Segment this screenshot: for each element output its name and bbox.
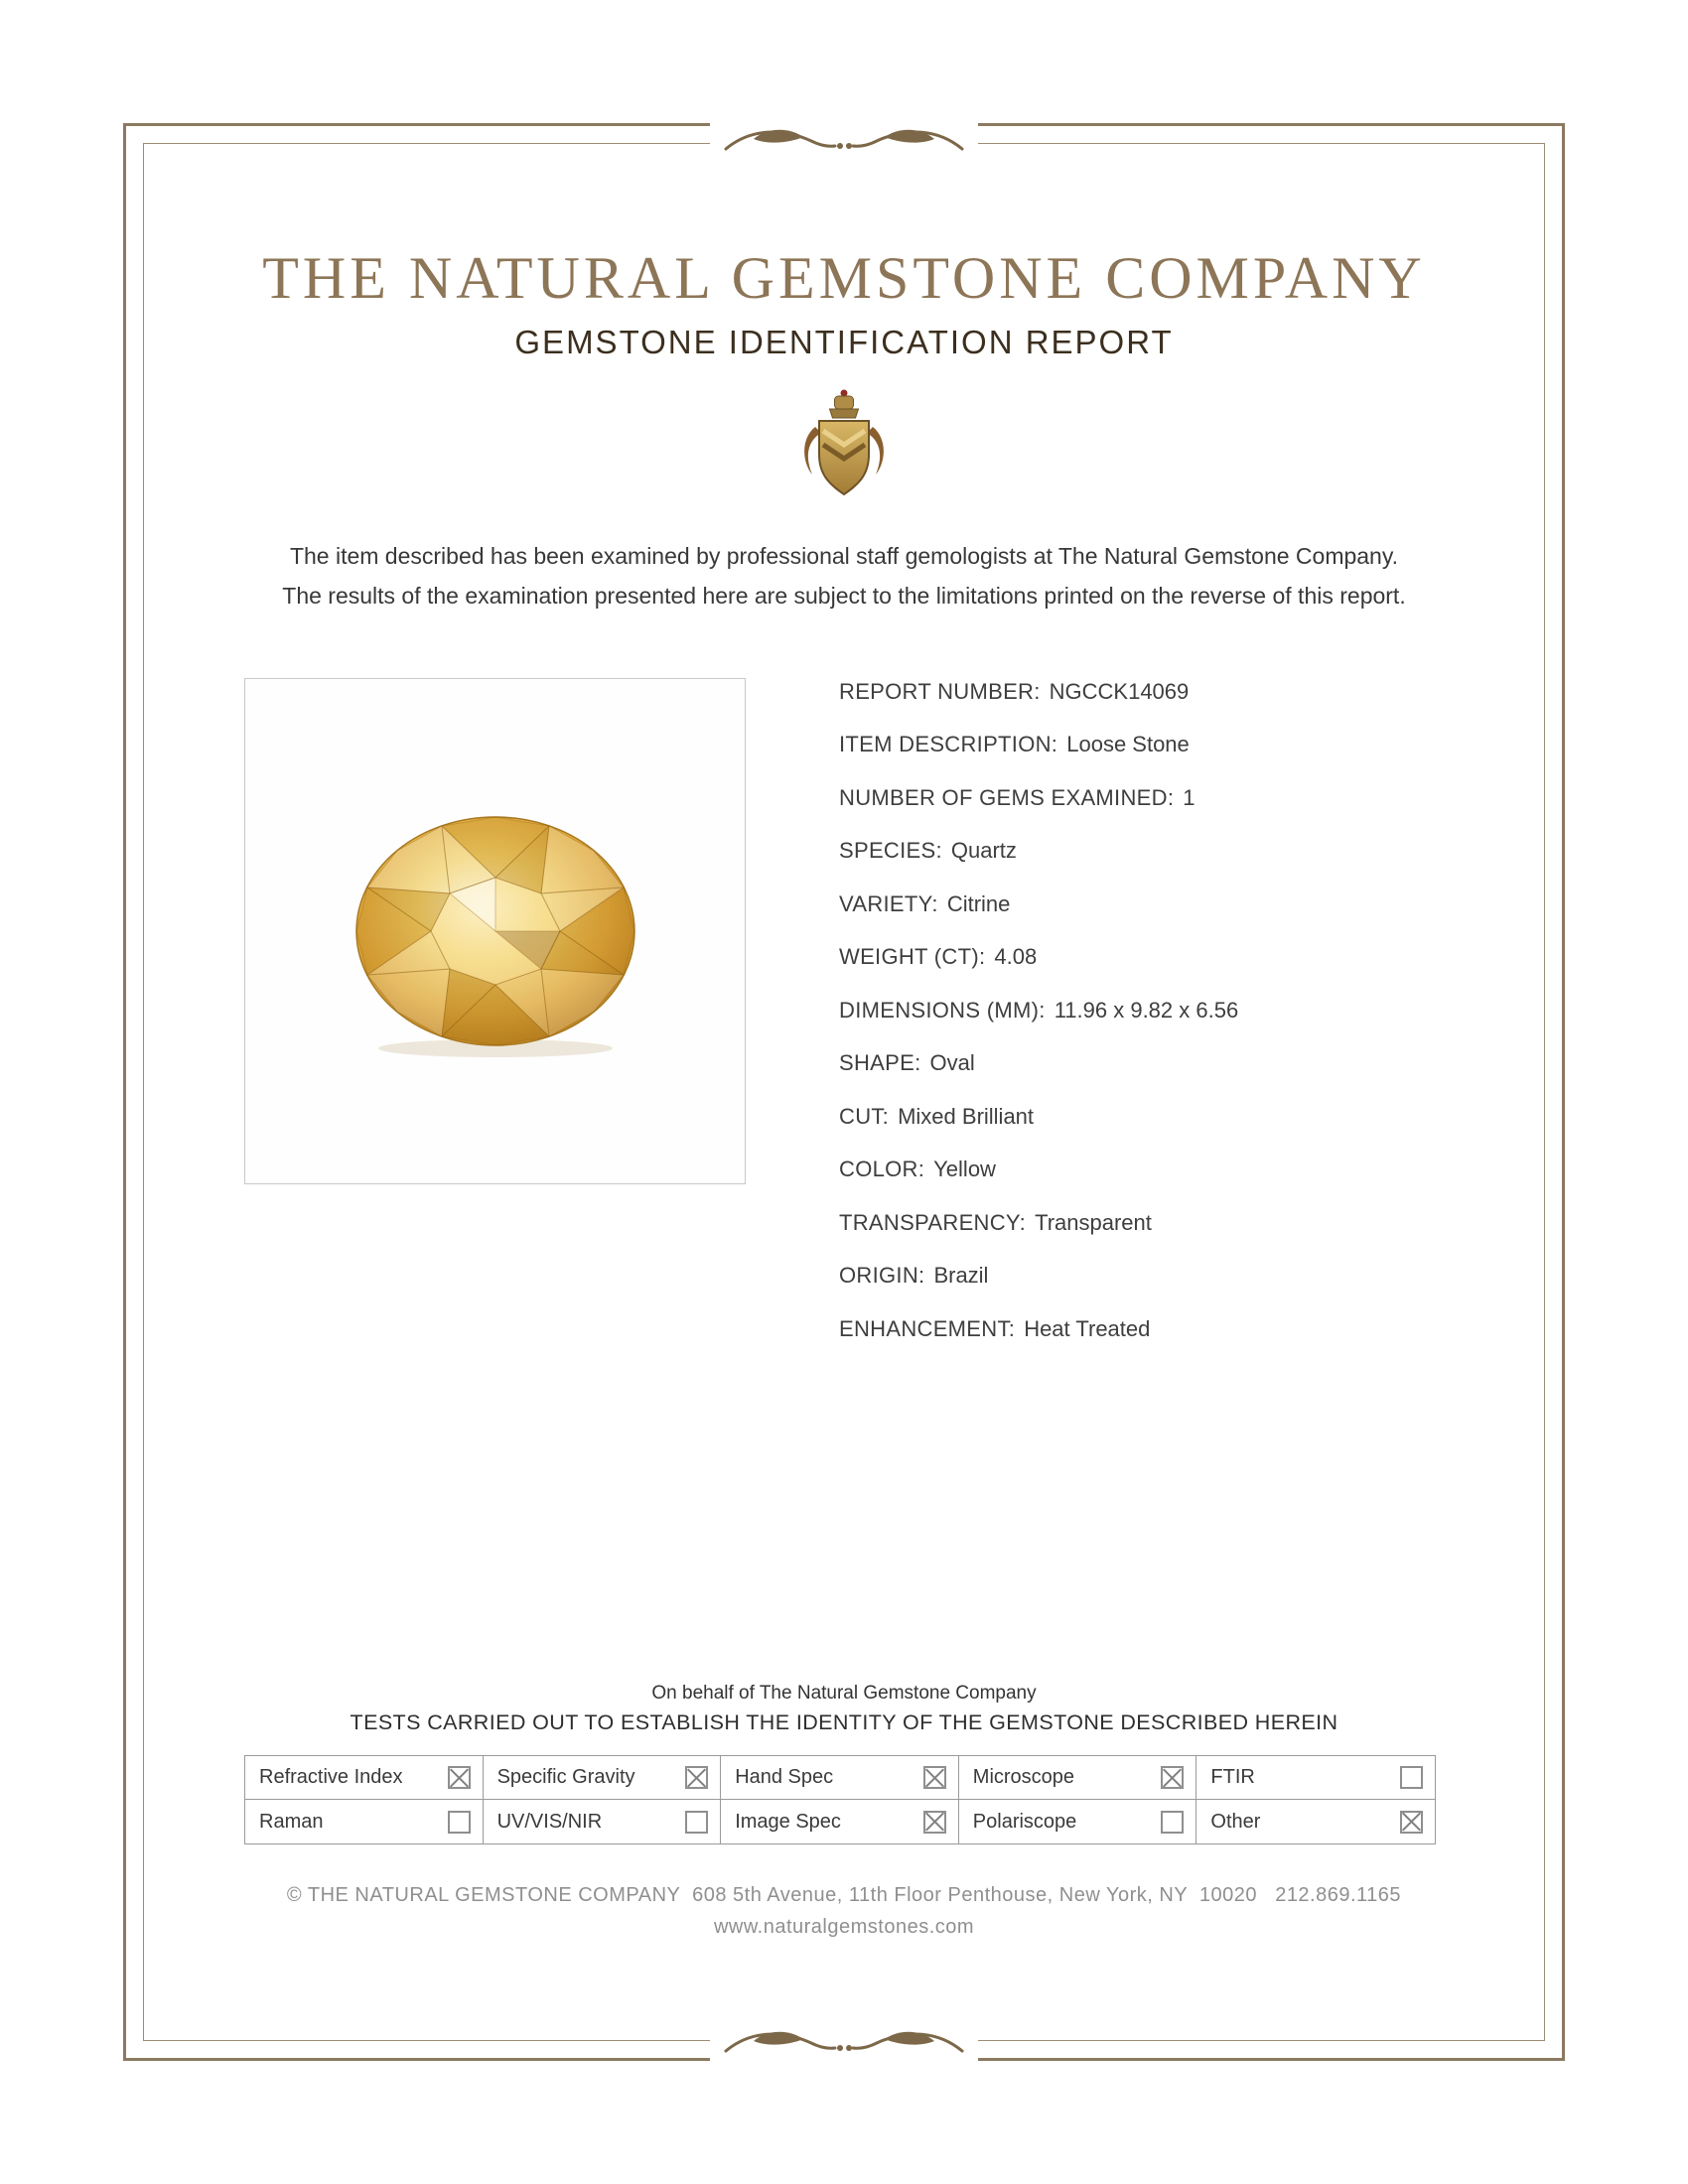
checkbox-checked-icon xyxy=(1161,1766,1184,1789)
field-label: REPORT NUMBER: xyxy=(839,678,1041,704)
field-label: ORIGIN: xyxy=(839,1263,925,1289)
field-label: CUT: xyxy=(839,1103,890,1129)
report-field-cut xyxy=(839,1090,1494,1144)
intro-text xyxy=(0,536,1688,615)
report-title: GEMSTONE IDENTIFICATION REPORT xyxy=(514,324,1174,360)
report-field-variety xyxy=(839,878,1494,931)
field-value: Heat Treated xyxy=(1024,1315,1151,1341)
field-label: ENHANCEMENT: xyxy=(839,1315,1016,1341)
bottom-flourish-icon xyxy=(710,2019,978,2069)
report-field-enhancement xyxy=(839,1302,1494,1356)
test-cell-other xyxy=(1196,1800,1435,1843)
field-value: Mixed Brilliant xyxy=(898,1103,1035,1129)
gemstone-photo-frame xyxy=(244,678,746,1184)
test-cell-specific-gravity xyxy=(484,1756,722,1800)
test-cell-hand-spec xyxy=(721,1756,959,1800)
report-field-transparency xyxy=(839,1196,1494,1250)
test-cell-ftir xyxy=(1196,1756,1435,1800)
field-value: 1 xyxy=(1183,784,1196,810)
field-value: Brazil xyxy=(933,1263,989,1289)
checkbox-checked-icon xyxy=(1400,1811,1423,1834)
report-field-dimensions-mm xyxy=(839,984,1494,1037)
on-behalf-text: On behalf of The Natural Gemstone Company xyxy=(651,1683,1037,1704)
report-field-report-number xyxy=(839,665,1494,719)
field-value: NGCCK14069 xyxy=(1049,678,1190,704)
field-value: Loose Stone xyxy=(1066,732,1190,757)
field-label: ITEM DESCRIPTION: xyxy=(839,732,1058,757)
checkbox-checked-icon xyxy=(448,1766,471,1789)
field-value: Citrine xyxy=(946,890,1011,916)
intro-line-2: The results of the examination presented here are subject to the limitations printed on the reverse of this report. xyxy=(282,583,1406,609)
field-value: 4.08 xyxy=(994,944,1038,970)
checkbox-empty-icon xyxy=(685,1811,708,1834)
test-cell-image-spec xyxy=(721,1800,959,1843)
test-label: Hand Spec xyxy=(735,1766,834,1788)
top-flourish-icon xyxy=(710,117,978,167)
checkbox-empty-icon xyxy=(448,1811,471,1834)
checkbox-empty-icon xyxy=(1400,1766,1423,1789)
checkbox-checked-icon xyxy=(923,1766,946,1789)
test-label: Raman xyxy=(259,1810,324,1833)
field-label: WEIGHT (CT): xyxy=(839,944,986,970)
test-label: Other xyxy=(1210,1810,1261,1833)
field-label: VARIETY: xyxy=(839,890,938,916)
test-cell-raman xyxy=(245,1800,484,1843)
report-field-shape xyxy=(839,1037,1494,1091)
checkbox-checked-icon xyxy=(685,1766,708,1789)
report-field-origin xyxy=(839,1250,1494,1303)
field-label: NUMBER OF GEMS EXAMINED: xyxy=(839,784,1175,810)
field-value: Oval xyxy=(929,1050,975,1076)
tests-table xyxy=(244,1755,1436,1844)
report-field-color xyxy=(839,1144,1494,1197)
test-cell-uv-vis-nir xyxy=(484,1800,722,1843)
field-value: Quartz xyxy=(950,838,1017,864)
field-label: DIMENSIONS (MM): xyxy=(839,997,1046,1023)
checkbox-checked-icon xyxy=(923,1811,946,1834)
test-label: Refractive Index xyxy=(259,1766,403,1788)
test-label: UV/VIS/NIR xyxy=(496,1810,603,1833)
field-value: Yellow xyxy=(933,1157,996,1182)
field-label: TRANSPARENCY: xyxy=(839,1209,1027,1235)
report-field-number-of-gems-examined xyxy=(839,771,1494,825)
test-label: Specific Gravity xyxy=(496,1766,635,1788)
field-label: SHAPE: xyxy=(839,1050,921,1076)
gemstone-photo xyxy=(347,797,644,1065)
checkbox-empty-icon xyxy=(1161,1811,1184,1834)
field-label: COLOR: xyxy=(839,1157,925,1182)
intro-line-1: The item described has been examined by professional staff gemologists at The Natural Gemstone Company. xyxy=(289,543,1399,569)
test-cell-microscope xyxy=(959,1756,1197,1800)
test-label: Image Spec xyxy=(735,1810,841,1833)
test-label: Microscope xyxy=(972,1766,1075,1788)
footer-address: © THE NATURAL GEMSTONE COMPANY 608 5th Avenue, 11th Floor Penthouse, New York, NY 10020 212.869.1165 xyxy=(286,1884,1402,1906)
company-crest-icon xyxy=(796,387,892,508)
field-value: Transparent xyxy=(1035,1209,1152,1235)
report-field-weight-ct xyxy=(839,931,1494,985)
tests-title: TESTS CARRIED OUT TO ESTABLISH THE IDENTITY OF THE GEMSTONE DESCRIBED HEREIN xyxy=(350,1710,1338,1734)
field-label: SPECIES: xyxy=(839,838,942,864)
report-fields xyxy=(839,665,1494,1356)
test-label: Polariscope xyxy=(972,1810,1077,1833)
footer-website: www.naturalgemstones.com xyxy=(713,1916,975,1938)
field-value: 11.96 x 9.82 x 6.56 xyxy=(1054,997,1239,1023)
company-title: THE NATURAL GEMSTONE COMPANY xyxy=(262,245,1426,311)
test-cell-refractive-index xyxy=(245,1756,484,1800)
report-field-species xyxy=(839,825,1494,879)
test-label: FTIR xyxy=(1210,1766,1255,1788)
test-cell-polariscope xyxy=(959,1800,1197,1843)
report-field-item-description xyxy=(839,719,1494,772)
